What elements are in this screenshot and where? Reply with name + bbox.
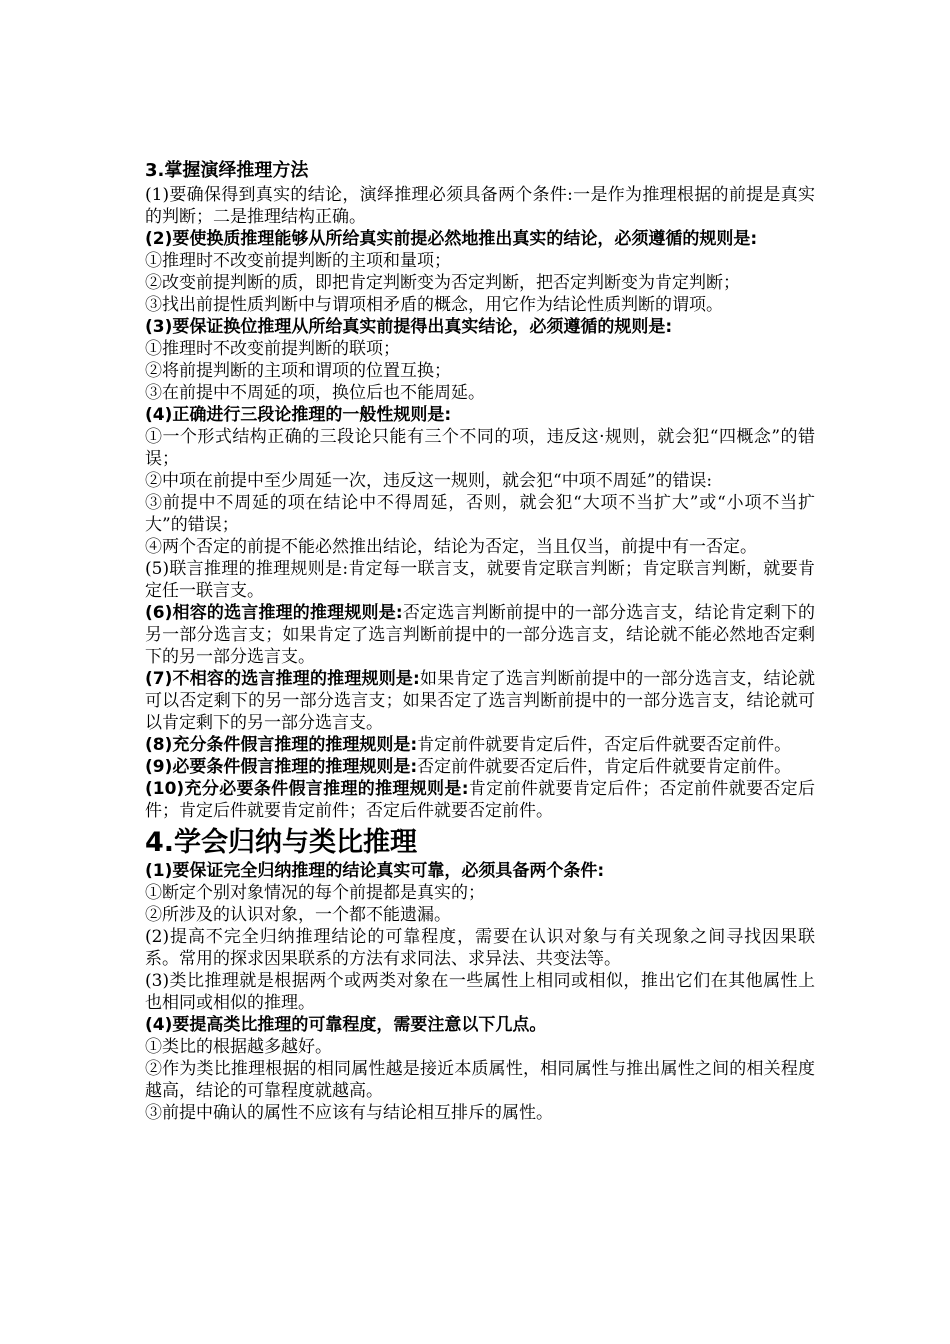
list-item: ②将前提判断的主项和谓项的位置互换； — [145, 361, 451, 381]
document-body — [145, 152, 815, 1124]
list-item: ①断定个别对象情况的每个前提都是真实的； — [145, 883, 485, 903]
list-item: ④两个否定的前提不能必然推出结论，结论为否定，当且仅当，前提中有一否定。 — [145, 537, 757, 557]
list-item: ③前提中不周延的项在结论中不得周延，否则，就会犯“大项不当扩大”或“小项不当扩大”的错误； — [145, 493, 815, 535]
rule-label: (6)相容的选言推理的推理规则是: — [145, 603, 403, 623]
section-4-para-2: (2)提高不完全归纳推理结论的可靠程度，需要在认识对象与有关现象之间寻找因果联系。常用的探求因果联系的方法有求同法、求异法、共变法等。 — [145, 927, 815, 969]
section-3-para-10 — [145, 778, 815, 822]
list-item: ①推理时不改变前提判断的联项； — [145, 339, 400, 359]
rule-label: (9)必要条件假言推理的推理规则是: — [145, 757, 418, 777]
rule-label: (7)不相容的选言推理的推理规则是: — [145, 669, 420, 689]
rule-text: 否定前件就要否定后件，肯定后件就要肯定前件。 — [417, 757, 792, 777]
section-4-para-4-heading: (4)要提高类比推理的可靠程度，需要注意以下几点。 — [145, 1015, 547, 1035]
rule-text: 否定选言判断前提中的一部分选言支，结论肯定剩下的另一部分选言支；如果肯定了选言判断前提中的一部分选言支，结论就不能必然地否定剩下的另一部分选言支。 — [145, 603, 815, 667]
section-3-para-8 — [145, 734, 815, 756]
section-4-para-1-heading: (1)要保证完全归纳推理的结论真实可靠，必须具备两个条件: — [145, 861, 605, 881]
section-3-para-5: (5)联言推理的推理规则是:肯定每一联言支，就要肯定联言判断；肯定联言判断，就要肯定任一联言支。 — [145, 559, 815, 601]
rule-label: (8)充分条件假言推理的推理规则是: — [145, 735, 418, 755]
list-item: ③找出前提性质判断中与谓项相矛盾的概念，用它作为结论性质判断的谓项。 — [145, 295, 723, 315]
section-3-para-9 — [145, 756, 815, 778]
list-item: ①类比的根据越多越好。 — [145, 1037, 332, 1057]
rule-text: 如果肯定了选言判断前提中的一部分选言支，结论就可以否定剩下的另一部分选言支；如果否定了选言判断前提中的一部分选言支，结论就可以肯定剩下的另一部分选言支。 — [145, 669, 816, 733]
list-item: ①一个形式结构正确的三段论只能有三个不同的项，违反这·规则，就会犯“四概念”的错误； — [145, 427, 815, 469]
section-3-para-2-heading: (2)要使换质推理能够从所给真实前提必然地推出真实的结论，必须遵循的规则是: — [145, 229, 758, 249]
section-3-heading: 3.掌握演绎推理方法 — [145, 160, 309, 181]
rule-text: 肯定前件就要肯定后件；否定前件就要否定后件；肯定后件就要肯定前件；否定后件就要否定前件。 — [145, 779, 816, 821]
section-4-para-3: (3)类比推理就是根据两个或两类对象在一些属性上相同或相似，推出它们在其他属性上也相同或相似的推理。 — [145, 971, 815, 1013]
list-item: ②中项在前提中至少周延一次，违反这一规则，就会犯“中项不周延”的错误: — [145, 471, 713, 491]
section-3-para-7 — [145, 668, 815, 734]
list-item: ③在前提中不周延的项，换位后也不能周延。 — [145, 383, 485, 403]
section-3-para-3-heading: (3)要保证换位推理从所给真实前提得出真实结论，必须遵循的规则是: — [145, 317, 673, 337]
list-item: ②作为类比推理根据的相同属性越是接近本质属性，相同属性与推出属性之间的相关程度越高，结论的可靠程度就越高。 — [145, 1059, 815, 1101]
list-item: ①推理时不改变前提判断的主项和量项； — [145, 251, 451, 271]
section-3-para-1: (1)要确保得到真实的结论，演绎推理必须具备两个条件:一是作为推理根据的前提是真实的判断；二是推理结构正确。 — [145, 185, 815, 227]
section-4-heading: 4.学会归纳与类比推理 — [145, 827, 418, 858]
section-3-para-6 — [145, 602, 815, 668]
rule-text: 肯定前件就要肯定后件，否定后件就要否定前件。 — [417, 735, 792, 755]
section-3-para-4-heading: (4)正确进行三段论推理的一般性规则是: — [145, 405, 452, 425]
list-item: ③前提中确认的属性不应该有与结论相互排斥的属性。 — [145, 1103, 553, 1123]
list-item: ②改变前提判断的质，即把肯定判断变为否定判断，把否定判断变为肯定判断； — [145, 273, 740, 293]
list-item: ②所涉及的认识对象，一个都不能遗漏。 — [145, 905, 451, 925]
rule-label: (10)充分必要条件假言推理的推理规则是: — [145, 779, 469, 799]
